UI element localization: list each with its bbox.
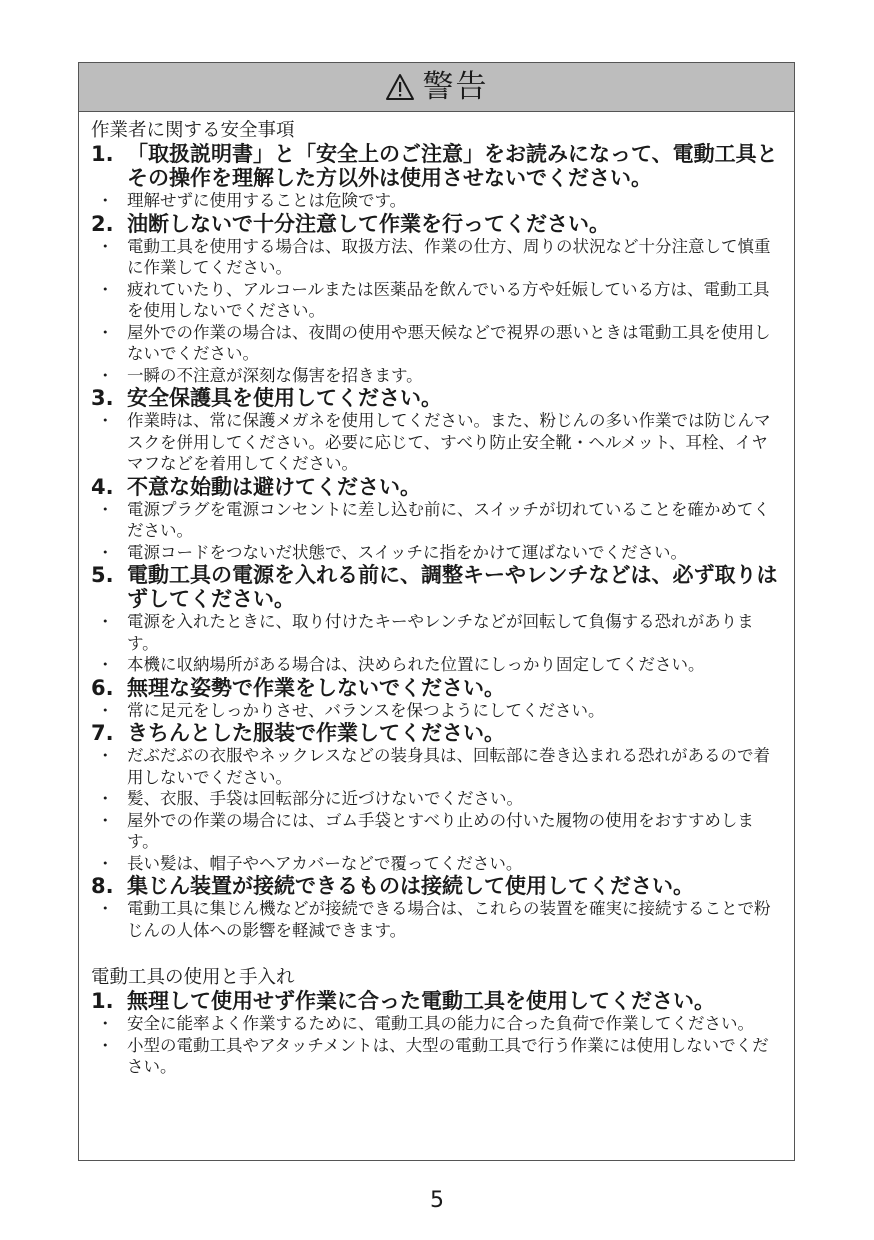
- bullet-text: 安全に能率よく作業するために、電動工具の能力に合った負荷で作業してください。: [127, 1014, 754, 1033]
- bullet-marker: ・: [97, 1035, 114, 1055]
- item-heading: 無理して使用せず作業に合った電動工具を使用してください。: [127, 989, 715, 1013]
- bullet-marker: ・: [97, 746, 114, 765]
- bullet-text: 屋外での作業の場合には、ゴム手袋とすべり止めの付いた履物の使用をおすすめします。: [127, 810, 754, 851]
- bullet-marker: ・: [97, 236, 114, 256]
- bullet-marker: ・: [97, 365, 114, 385]
- bullet-text: 長い髪は、帽子やヘアカバーなどで覆ってください。: [127, 853, 523, 873]
- numbered-item: [91, 142, 784, 190]
- bullet-text: 電動工具を使用する場合は、取扱方法、作業の仕方、周りの状況など十分注意して慎重に作業してください。: [127, 236, 771, 277]
- bullet-item: [91, 1013, 784, 1035]
- section-title: 作業者に関する安全事項: [91, 120, 295, 141]
- item-heading: 安全保護具を使用してください。: [127, 386, 442, 410]
- warning-triangle-icon: [385, 73, 415, 101]
- bullet-text: 小型の電動工具やアタッチメントは、大型の電動工具で行う作業には使用しないでください。: [127, 1035, 769, 1076]
- bullet-text: 髪、衣服、手袋は回転部分に近づけないでください。: [127, 789, 523, 808]
- bullet-marker: ・: [97, 612, 114, 631]
- bullet-marker: ・: [97, 411, 114, 430]
- bullet-item: [91, 542, 784, 564]
- bullet-text: 屋外での作業の場合は、夜間の使用や悪天候などで視界の悪いときは電動工具を使用しないでください。: [127, 322, 771, 363]
- bullet-text: 疲れていたり、アルコールまたは医薬品を飲んでいる方や妊娠している方は、電動工具を使用しないでください。: [127, 279, 770, 320]
- item-heading: きちんとした服装で作業してください。: [127, 721, 505, 745]
- numbered-item: [91, 212, 784, 236]
- bullet-marker: ・: [97, 499, 114, 519]
- bullet-item: [91, 322, 784, 365]
- bullet-text: 常に足元をしっかりさせ、バランスを保つようにしてください。: [127, 700, 605, 720]
- page-number: 5: [430, 1188, 444, 1213]
- bullet-item: [91, 611, 784, 654]
- bullet-marker: ・: [97, 1014, 114, 1033]
- numbered-item: [91, 676, 784, 700]
- bullet-item: [91, 853, 784, 875]
- bullet-text: 電源プラグを電源コンセントに差し込む前に、スイッチが切れていることを確かめてください。: [127, 499, 770, 540]
- warning-body: [79, 112, 794, 1078]
- bullet-item: [91, 654, 784, 676]
- item-number: 3.: [91, 386, 114, 410]
- item-number: 6.: [91, 675, 114, 700]
- item-heading: 油断しないで十分注意して作業を行ってください。: [127, 211, 610, 236]
- warning-title: 警告: [422, 68, 489, 105]
- item-heading: 電動工具の電源を入れる前に、調整キーやレンチなどは、必ず取りはずしてください。: [127, 563, 778, 611]
- bullet-marker: ・: [97, 191, 114, 210]
- numbered-item: [91, 721, 784, 745]
- item-number: 1.: [91, 142, 114, 166]
- bullet-item: [91, 1035, 784, 1078]
- bullet-marker: ・: [97, 279, 114, 299]
- item-number: 8.: [91, 874, 114, 898]
- item-number: 5.: [91, 563, 114, 587]
- bullet-text: 電源コードをつないだ状態で、スイッチに指をかけて運ばないでください。: [127, 542, 688, 562]
- bullet-marker: ・: [97, 810, 114, 830]
- bullet-text: 作業時は、常に保護メガネを使用してください。また、粉じんの多い作業では防じんマスクを併用してください。必要に応じて、すべり防止安全靴・ヘルメット、耳栓、イヤマフなどを着用してください。: [127, 411, 771, 473]
- bullet-item: [91, 810, 784, 853]
- bullet-item: [91, 279, 784, 322]
- bullet-text: だぶだぶの衣服やネックレスなどの装身具は、回転部に巻き込まれる恐れがあるので着用しないでください。: [127, 746, 771, 787]
- bullet-marker: ・: [97, 655, 114, 674]
- bullet-marker: ・: [97, 789, 114, 808]
- bullet-item: [91, 236, 784, 279]
- item-heading: 「取扱説明書」と「安全上のご注意」をお読みになって、電動工具とその操作を理解した方以外は使用させないでください。: [127, 142, 778, 190]
- bullet-text: 電動工具に集じん機などが接続できる場合は、これらの装置を確実に接続することで粉じんの人体への影響を軽減できます。: [127, 899, 771, 940]
- bullet-marker: ・: [97, 853, 114, 873]
- item-heading: 無理な姿勢で作業をしないでください。: [127, 675, 505, 700]
- bullet-text: 本機に収納場所がある場合は、決められた位置にしっかり固定してください。: [127, 655, 705, 674]
- numbered-item: [91, 386, 784, 410]
- item-heading: 不意な始動は避けてください。: [127, 474, 421, 499]
- numbered-item: [91, 563, 784, 611]
- item-number: 7.: [91, 721, 114, 745]
- bullet-marker: ・: [97, 899, 114, 918]
- bullet-marker: ・: [97, 542, 114, 562]
- bullet-item: [91, 898, 784, 941]
- bullet-item: [91, 365, 784, 387]
- item-number: 1.: [91, 989, 114, 1013]
- bullet-item: [91, 499, 784, 542]
- numbered-item: [91, 475, 784, 499]
- bullet-item: [91, 410, 784, 475]
- item-number: 4.: [91, 474, 114, 499]
- bullet-item: [91, 745, 784, 788]
- bullet-item: [91, 190, 784, 212]
- warning-header: [79, 63, 794, 112]
- item-number: 2.: [91, 211, 114, 236]
- bullet-marker: ・: [97, 700, 114, 720]
- bullet-item: [91, 788, 784, 810]
- bullet-text: 理解せずに使用することは危険です。: [127, 191, 407, 210]
- bullet-text: 電源を入れたときに、取り付けたキーやレンチなどが回転して負傷する恐れがあります。: [127, 612, 754, 653]
- warning-panel: [78, 62, 795, 1161]
- numbered-item: [91, 874, 784, 898]
- bullet-item: [91, 700, 784, 722]
- bullet-marker: ・: [97, 322, 114, 342]
- section-spacer: [91, 941, 784, 966]
- section-title: 電動工具の使用と手入れ: [91, 967, 295, 988]
- bullet-text: 一瞬の不注意が深刻な傷害を招きます。: [127, 365, 423, 385]
- numbered-item: [91, 989, 784, 1013]
- item-heading: 集じん装置が接続できるものは接続して使用してください。: [127, 874, 694, 898]
